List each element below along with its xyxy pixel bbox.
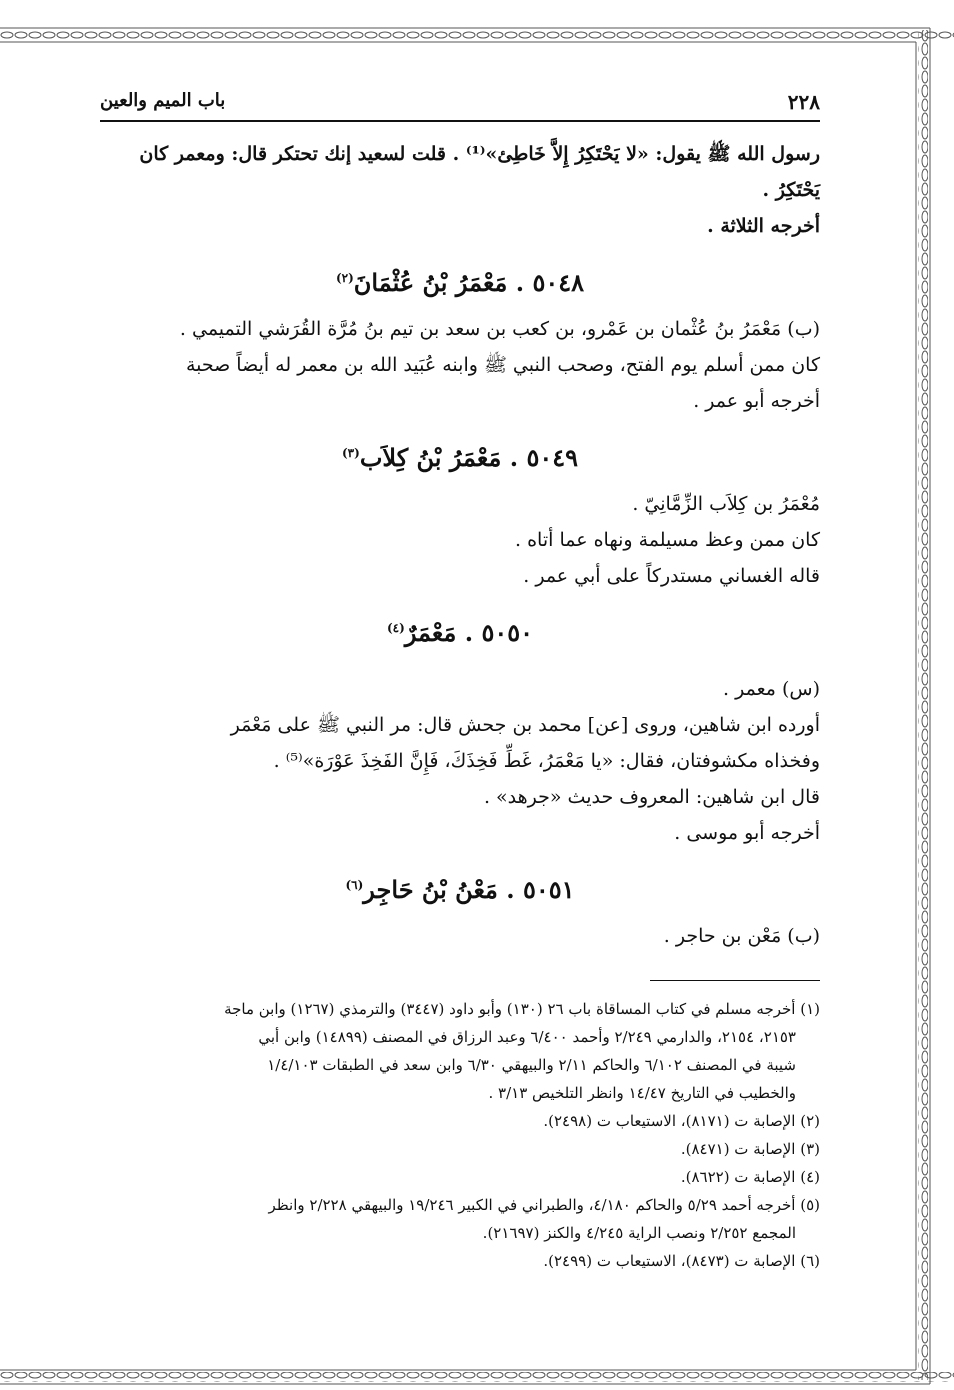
footnote-line: (٣) الإصابة ت (٨٤٧١). <box>680 1140 820 1158</box>
entry-5050 <box>100 608 820 851</box>
entry-title <box>100 258 820 303</box>
intro-line: يَحْتَكِرُ . <box>762 179 820 201</box>
footnote-line: (١) أخرجه مسلم في كتاب المساقاة باب ٢٦ (١٣٠) وأبو داود (٣٤٤٧) والترمذي (١٢٦٧) وابن ماجة <box>224 1000 820 1018</box>
footnote-ref: (٢) <box>335 271 354 285</box>
entry-line: كان ممن وعظ مسيلمة ونهاه عما أتاه . <box>515 529 820 551</box>
entry-line: (ب) مَعْن بن حاجر . <box>663 925 820 947</box>
entry-title <box>100 433 820 478</box>
entry-title-text: ٥٠٥١ . مَعْنُ بْنُ حَاجِر <box>363 875 575 904</box>
footnote-line: (٤) الإصابة ت (٨٦٢٢). <box>680 1168 820 1186</box>
footnote-ref: (٤) <box>386 621 405 635</box>
entry-5049 <box>100 433 820 594</box>
footnote-line: (٢) الإصابة ت (٨١٧١)، الاستيعاب ت (٢٤٩٨). <box>543 1112 820 1130</box>
footnotes <box>100 995 820 1275</box>
entry-5048 <box>100 258 820 419</box>
entry-title-text: ٥٠٥٠ . مَعْمَرٌ <box>404 618 533 647</box>
footnote-line: شيبة في المصنف ٦/١٠٢ والحاكم ٢/١١ والبيهقي ٦/٣٠ وابن سعد في الطبقات ١/٤/١٠٣ <box>267 1056 796 1074</box>
footnote-line: ٢١٥٣، ٢١٥٤، والدارمي ٢/٢٤٩ وأحمد ٦/٤٠٠ وعبد الرزاق في المصنف (١٤٨٩٩) وابن أبي <box>258 1028 796 1046</box>
entry-title-text: ٥٠٤٨ . مَعْمَرُ بْنُ عُثْمَانَ <box>353 268 585 297</box>
intro-line: أخرجه الثلاثة . <box>707 215 820 237</box>
page-content <box>100 84 820 1275</box>
entry-line: أخرجه أبو عمر . <box>693 390 820 412</box>
entry-line: أخرجه أبو موسى . <box>674 822 820 844</box>
entry-line: (ب) مَعْمَرُ بنُ عُثْمان بن عَمْرو، بن كعب بن سعد بن تيم بنُ مُرَّة القُرَشي التميمي . <box>179 318 820 340</box>
entry-title <box>100 608 820 653</box>
footnote-ref: (٣) <box>341 446 360 460</box>
entry-line: كان ممن أسلم يوم الفتح، وصحب النبي ﷺ وابنه عُبَيد الله بن معمر له أيضاً صحبة <box>185 354 820 376</box>
page-number: ٢٢٨ <box>787 90 820 114</box>
entry-title <box>100 865 820 910</box>
entry-line: أورده ابن شاهين، وروى [عن] محمد بن جحش قال: مر النبي ﷺ على مَعْمَر <box>230 714 820 736</box>
footnote-line: المجمع ٢/٢٥٢ ونصب الراية ٤/٢٤٥ والكنز (٢١٦٩٧). <box>482 1224 796 1242</box>
footnote-separator <box>650 980 820 981</box>
footnote-line: (٦) الإصابة ت (٨٤٧٣)، الاستيعاب ت (٢٤٩٩). <box>543 1252 820 1270</box>
entry-line: وفخذاه مكشوفتان، فقال: «يا مَعْمَرُ، غَطِّ فَخِذَكَ، فَإِنَّ الفَخِذَ عَوْرَة»⁽⁵⁾ . <box>273 750 820 772</box>
entry-5051 <box>100 865 820 954</box>
footnote-line: والخطيب في التاريخ ١٤/٤٧ وانظر التلخيص ٣/١٣ . <box>488 1084 796 1102</box>
footnote-line: (٥) أخرجه أحمد ٥/٢٩ والحاكم ٤/١٨٠، والطبراني في الكبير ١٩/٢٤٦ والبيهقي ٢/٢٢٨ وانظر <box>268 1196 820 1214</box>
entry-title-text: ٥٠٤٩ . مَعْمَرُ بْنُ كِلاَب <box>359 443 578 472</box>
footnote-ref: (٦) <box>345 878 364 892</box>
entry-line: مُعْمَرُ بن كِلاَب الزِّمَّانِيّ . <box>632 493 820 515</box>
entry-line: قال ابن شاهين: المعروف حديث «جرهد» . <box>483 786 820 808</box>
entry-line: (س) معمر . <box>723 678 820 700</box>
page-header <box>100 84 820 122</box>
entry-line: قاله الغساني مستدركاً على أبي عمر . <box>523 565 820 587</box>
running-title: باب الميم والعين <box>100 90 226 111</box>
intro-line: رسول الله ﷺ يقول: «لا يَحْتَكِرُ إِلاَّ خَاطِئ»⁽¹⁾ . قلت لسعيد إنك تحتكر قال: ومعمر كان <box>139 143 820 165</box>
